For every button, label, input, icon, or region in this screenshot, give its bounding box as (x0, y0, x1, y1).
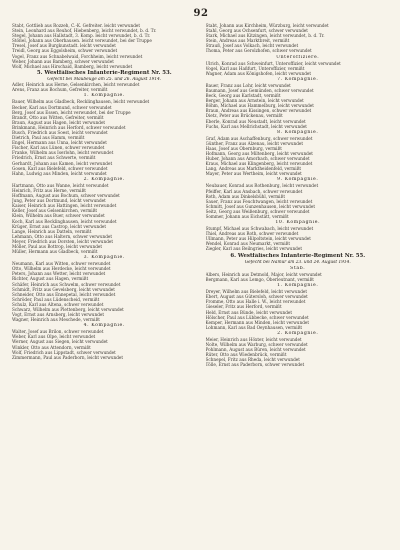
section-heading: Unteroffiziere. (276, 54, 320, 60)
section-heading: 2. Kompagnie. (83, 176, 125, 182)
casualty-entry: Held, Ernst aus Bünde, leicht verwundet (205, 309, 293, 315)
regiment-heading: 6. Westfälisches Infanterie-Regiment Nr. 55. (230, 252, 366, 259)
casualty-entry: Wolf, Friedrich aus Lippstadt, schwer verwundet (12, 349, 116, 355)
casualty-entry: Engel, Hermann aus Unna, leicht verwundet (12, 140, 107, 146)
casualty-entry: Fuchs, Karl aus Mellrichstadt, leicht verwundet (205, 123, 307, 129)
casualty-entry: Brandt, Otto aus Witten, Gefreiter, vermißt (12, 114, 104, 120)
casualty-entry: Hahn, Ludwig aus Minden, leicht verwundet (12, 170, 107, 176)
casualty-entry: Braun, August aus Hagen, leicht verwundet (12, 119, 106, 125)
casualty-entry: Kaiser, Heinrich aus Hattingen, leicht verwundet (12, 203, 117, 209)
casualty-entry: Pohlmann, August aus Büren, leicht verwundet (205, 347, 306, 353)
casualty-entry: Dietrich, Paul aus Hamm, vermißt (12, 135, 85, 141)
casualty-entry: Bauer, Wilhelm aus Gladbeck, Recklinghausen, leicht verwundet (12, 99, 150, 105)
casualty-entry: Vogt, Ernst aus Arnsberg, leicht verwundet (12, 312, 105, 318)
casualty-entry: Neubauer, Konrad aus Rothenburg, leicht verwundet (205, 183, 319, 189)
casualty-entry: Jung, Peter aus Dortmund, leicht verwundet (12, 198, 106, 204)
casualty-entry: Nolte, Wilhelm aus Warburg, schwer verwundet (205, 342, 308, 347)
casualty-entry: Zimmermann, Paul aus Paderborn, leicht verwundet (12, 354, 124, 360)
casualty-entry: Mayer, Peter aus Wertheim, leicht verwundet (205, 171, 302, 177)
casualty-entry: Beck, Georg aus Karlstadt, vermißt (205, 93, 281, 99)
casualty-entry: Strauß, Josef aus Volkach, leicht verwundet (205, 43, 299, 49)
casualty-entry: Ullmann, Peter aus Hilpoltstein, leicht verwundet (205, 236, 311, 242)
casualty-entry: Arens, Franz aus Bochum, Gefreiter, vermißt (12, 87, 108, 93)
casualty-entry: Richter, August aus Hagen, vermißt (12, 276, 89, 282)
casualty-entry: Albers, Heinrich aus Detmold, Major, leicht verwundet (205, 271, 322, 277)
left-column (12, 23, 197, 548)
casualty-entry: Stabt, Johann aus Kirchheim, Würzburg, leicht verwundet (205, 23, 329, 28)
casualty-entry: Bauer, Franz aus Lohr, leicht verwundet (205, 82, 291, 88)
casualty-entry: Kemper, Hermann aus Minden, leicht verwundet (205, 319, 310, 325)
casualty-entry: Schmidt, Fritz aus Gevelsberg, leicht verwundet (12, 286, 115, 292)
section-heading: 8. Kompagnie. (277, 129, 319, 135)
casualty-entry: Seitz, Georg aus Weißenburg, schwer verwundet (205, 208, 310, 214)
page-number: 92 (193, 8, 209, 19)
casualty-entry: Schnepel, Fritz aus Rheda, leicht verwundet (205, 357, 300, 363)
casualty-entry: Stark, Michael aus Kitzingen, leicht verwundet, b. d. Tr. (205, 33, 325, 39)
casualty-entry: Weber, Karl aus Olpe, leicht verwundet (12, 334, 96, 340)
casualty-entry: Stahl, Georg aus Ochsenfurt, schwer verwundet (205, 28, 308, 34)
casualty-entry: Berger, Johann aus Arnstein, leicht verwundet (205, 98, 304, 104)
casualty-entry: Wagner, Heinrich aus Meschede, vermißt (12, 317, 100, 323)
casualty-entry: Weber, Johann aus Bamberg, schwer verwundet (12, 58, 114, 64)
casualty-entry: Schmitt, Josef aus Gunzenhausen, leicht verwundet (205, 203, 316, 209)
casualty-entry: Ziegler, Karl aus Beilngries, leicht verwundet (205, 246, 303, 252)
columns (12, 23, 390, 548)
casualty-entry: Stabt, Gottlieb aus Rozzeh, C.-K. Gefreiter. leicht verwundet (12, 23, 141, 28)
casualty-entry: Lehmann, Otto aus Haltern, schwer verwundet (12, 233, 113, 239)
section-heading: 4. Kompagnie. (83, 323, 125, 329)
casualty-entry: Schwarz, Wilhelm aus Plettenberg, leicht verwundet (12, 307, 124, 312)
casualty-entry: Wolf, Michael aus Hirschaid, Bamberg, leicht verwundet (12, 63, 133, 69)
casualty-entry: Günther, Franz aus Alzenau, leicht verwundet (205, 140, 304, 146)
casualty-entry: Winkler, Otto aus Attendorn, vermißt (12, 344, 91, 350)
casualty-entry: Walter, Josef aus Brilon, schwer verwundet (12, 329, 104, 335)
casualty-entry: Hofmann, Georg aus Miltenberg, leicht verwundet (205, 150, 313, 156)
casualty-entry: Krüger, Ernst aus Castrop, leicht verwundet (12, 223, 107, 229)
casualty-entry: Stegel, Johann aus Hallstadt, 3. Komp. leicht verwundet, b. d. Tr. (12, 33, 151, 39)
casualty-entry: Ebert, August aus Gütersloh, schwer verwundet (205, 294, 308, 300)
casualty-entry: Becker, Karl aus Dortmund, schwer verwundet (12, 104, 112, 110)
casualty-entry: Stößel, Johann aus Oberhausen. leicht verwundet, bei der Truppe (12, 38, 152, 44)
casualty-entry: Meyer, Friedrich aus Dorsten, leicht verwundet (12, 238, 114, 244)
casualty-entry: Stein, Andreas aus Marktbreit, vermißt (205, 38, 290, 44)
casualty-entry: Dreyer, Wilhelm aus Bielefeld, leicht verwundet (205, 289, 308, 295)
section-heading: 1. Kompagnie. (83, 93, 125, 99)
casualty-entry: Schneider, Otto aus Ennepetal, leicht verwundet (12, 291, 116, 297)
casualty-entry: Eberle, Konrad aus Neustadt, leicht verwundet (205, 118, 306, 124)
casualty-entry: Klein, Wilhelm aus Buer, schwer verwundet (12, 213, 105, 219)
casualty-entry: Pfeiffer, Karl aus Ansbach, schwer verwundet (205, 188, 303, 194)
casualty-entry: Busch, Friedrich aus Soest, leicht verwundet (12, 130, 108, 135)
casualty-entry: Fromme, Otto aus Halle i. W., leicht verwundet (205, 299, 306, 305)
casualty-entry: Huber, Johann aus Amorbach, schwer verwundet (205, 156, 310, 162)
casualty-entry: Hartmann, Otto aus Wanne, leicht verwundet (12, 182, 109, 188)
casualty-entry: Brinkmann, Heinrich aus Herford, schwer verwundet (12, 124, 126, 130)
casualty-entry: Baumann, Josef aus Gemünden, schwer verwundet (205, 87, 314, 93)
casualty-entry: Vogel, Franz aus Schnabelwaid, Forchheim, leicht verwundet (12, 53, 143, 59)
casualty-entry: Meier, Heinrich aus Höxter, leicht verwundet (205, 336, 302, 342)
casualty-entry: Hölscher, Paul aus Lübbecke, schwer verwundet (205, 314, 309, 320)
casualty-entry: Haas, Josef aus Obernburg, vermißt (205, 145, 282, 151)
casualty-entry: Dietz, Peter aus Brückenau, vermißt (205, 113, 283, 119)
casualty-entry: Koch, Karl aus Recklinghausen, leicht verwundet (12, 218, 117, 224)
casualty-entry: Thiel, Andreas aus Roth, schwer verwundet (205, 231, 299, 237)
casualty-entry: Lange, Heinrich aus Datteln, vermißt (12, 228, 92, 234)
casualty-entry: Keller, Josef aus Gelsenkirchen, vermißt (12, 208, 98, 214)
right-column (206, 23, 391, 548)
casualty-entry: Roth, Adam aus Dinkelsbühl, vermißt (205, 193, 286, 199)
casualty-entry: Neumann, Karl aus Witten, schwer verwundet (12, 261, 111, 267)
casualty-entry: Rüter, Otto aus Wiedenbrück, vermißt (205, 352, 287, 358)
casualty-entry: Friedrich, Ernst aus Schwerte, vermißt (12, 155, 96, 161)
casualty-entry: Schulz, Karl aus Altena, schwer verwundet (12, 301, 104, 307)
casualty-entry: Ulrich, Konrad aus Schweinfurt, Unteroffizier, leicht verwundet (205, 60, 341, 66)
section-heading: 2. Kompagnie. (277, 330, 319, 336)
casualty-entry: Wendel, Konrad aus Neumarkt, vermißt (205, 241, 291, 247)
section-heading: Stab. (290, 265, 306, 271)
casualty-entry: Gieseler, Fritz aus Herford, vermißt (205, 304, 282, 310)
casualty-entry: Franke, Wilhelm aus Iserlohn, leicht verwundet (12, 150, 114, 156)
casualty-entry: Sauer, Franz aus Feuchtwangen, leicht verwundet (205, 198, 313, 204)
regiment-subheading: Gefecht bei Maubeuge am 25. und 26. August 1914. (47, 76, 162, 82)
casualty-entry: Fischer, Karl aus Lünen, schwer verwundet (12, 145, 105, 151)
casualty-entry: Bergmann, Karl aus Lemgo, Oberleutnant, vermißt (205, 277, 314, 283)
casualty-entry: Böhm, Michael aus Hammelburg, leicht verwundet (205, 103, 314, 109)
casualty-entry: Vogel, Karl aus Haßfurt, Unteroffizier, vermißt (205, 65, 305, 71)
casualty-entry: Müller, Hermann aus Gladbeck, vermißt (12, 249, 98, 255)
section-heading: 1. Kompagnie. (277, 283, 319, 289)
casualty-entry: Treidl, Georg aus Eggolsheim, schwer verwundet (12, 48, 118, 54)
section-heading: 10. Kompagnie. (275, 220, 321, 226)
casualty-entry: Hoffmann, August aus Bochum, schwer verwundet (12, 193, 120, 199)
casualty-entry: Adler, Heinrich aus Herne, Gelsenkirchen, leicht verwundet (12, 82, 140, 88)
casualty-entry: Braun, Andreas aus Kissingen, schwer verwundet (205, 108, 312, 114)
casualty-entry: Möller, Paul aus Bottrop, leicht verwundet (12, 243, 103, 249)
casualty-entry: Werner, August aus Siegen, leicht verwundet (12, 339, 108, 345)
section-heading: 9. Kompagnie. (277, 177, 319, 183)
casualty-entry: Peters, Johann aus Wetter, leicht verwundet (12, 271, 106, 277)
casualty-entry: Gosen, Karl aus Bielefeld, schwer verwundet (12, 165, 108, 171)
casualty-entry: Berg, Josef aus Essen, leicht verwundet, bei der Truppe (12, 109, 131, 115)
casualty-entry: Tresel, Josef aus Burgkunstadt. leicht verwundet (12, 43, 116, 49)
casualty-entry: Heinrich, Fritz aus Herne, vermißt (12, 187, 86, 193)
casualty-entry: Sommer, Johann aus Eichstätt, vermißt (205, 214, 289, 219)
section-heading: 3. Kompagnie. (83, 255, 125, 261)
casualty-entry: Schröder, Paul aus Lüdenscheid, vermißt (12, 296, 100, 302)
casualty-entry: Schäfer, Heinrich aus Schwelm, schwer verwundet (12, 281, 121, 287)
casualty-entry: Kraus, Michael aus Klingenberg, leicht verwundet (205, 161, 313, 167)
casualty-entry: Otto, Wilhelm aus Herdecke, leicht verwundet (12, 266, 111, 272)
regiment-subheading: Gefecht bei Namur am 23. und 24. August 1914. (244, 259, 351, 265)
casualty-entry: Graf, Adam aus Aschaffenburg, schwer verwundet (205, 135, 313, 141)
section-heading: 7. Kompagnie. (277, 76, 319, 82)
casualty-entry: Gerhardt, Johann aus Kamen, leicht verwundet (12, 160, 113, 166)
casualty-entry: Lohmann, Karl aus Bad Oeynhausen, vermißt (205, 324, 303, 330)
casualty-entry: Tölle, Ernst aus Paderborn, schwer verwundet (205, 362, 305, 368)
casualty-entry: Lang, Andreas aus Marktheidenfeld, vermißt (205, 166, 302, 172)
casualty-entry: Wagner, Adam aus Königshofen, leicht verwundet (205, 70, 312, 76)
casualty-entry: Stumpf, Michael aus Schwabach, leicht verwundet (205, 226, 314, 232)
regiment-heading: 5. Westfälisches Infanterie-Regiment Nr. 53. (36, 69, 172, 76)
casualty-entry: Thoma, Peter aus Gerolzhofen, schwer verwundet (205, 48, 312, 54)
casualty-entry: Stein, Leonhard aus Reuhof, Hiebenberg, leicht verwundet, b. d. Tr. (12, 28, 157, 34)
